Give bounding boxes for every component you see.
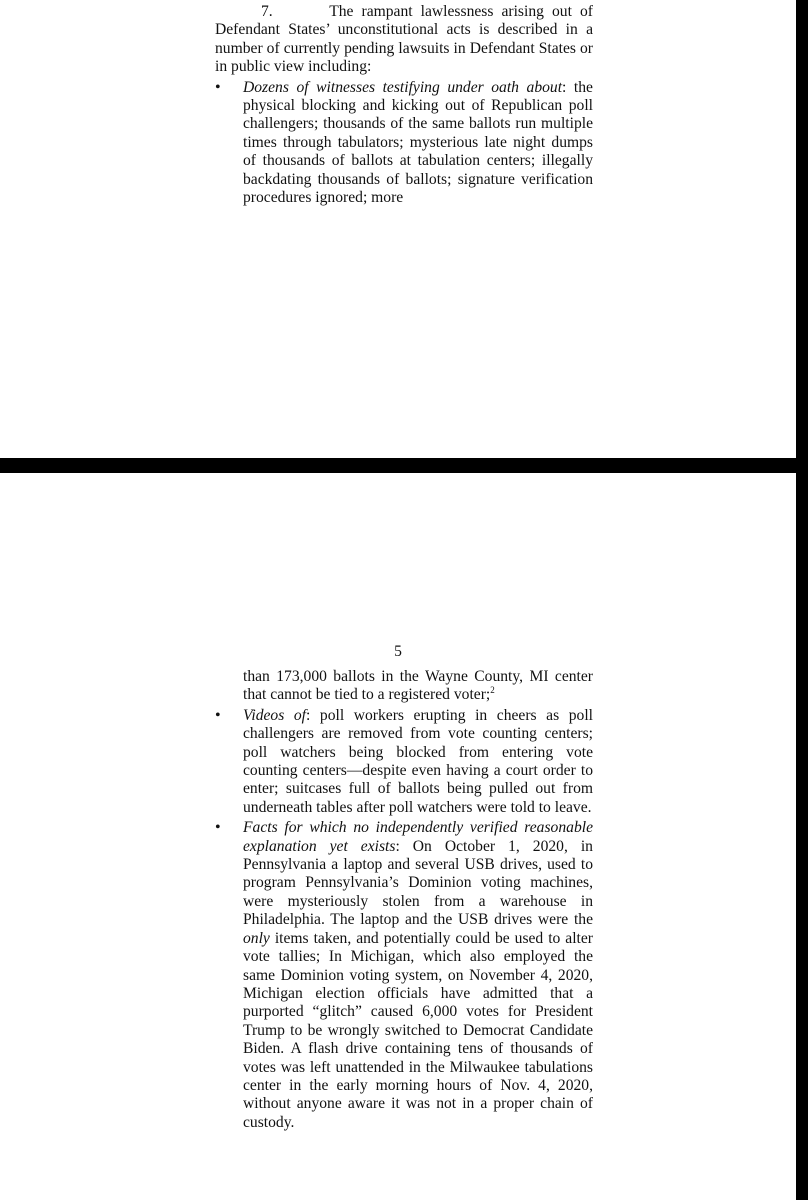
page-number: 5 — [394, 643, 402, 660]
paragraph-7 — [215, 3, 593, 77]
paragraph-number: 7. — [261, 3, 273, 20]
bullet-text — [243, 79, 593, 208]
bullet-lead: Dozens of witnesses testifying under oath about — [243, 78, 563, 96]
bullet-body: : poll workers erupting in cheers as poll challengers are removed from vote counting centers; poll watchers being blocked from entering vote counting centers—despite even having a court order to enter; suitcases full of ballots being pulled out from underneath tables after poll watchers were told to leave. — [243, 706, 594, 816]
paragraph-text: The rampant lawlessness arising out of Defendant States’ unconstitutional acts is described in a number of currently pending lawsuits in Defendant States or in public view including: — [215, 3, 593, 76]
bullet-lead: Videos of — [243, 706, 306, 724]
text-column-top — [215, 3, 593, 207]
emphasis-only: only — [243, 929, 270, 947]
bullet-symbol: • — [215, 819, 221, 837]
bullet-text — [243, 819, 593, 1132]
bullet-lead: Facts for which no independently verified reasonable explanation yet exists — [243, 819, 593, 855]
document-page-top — [0, 0, 796, 458]
document-page-bottom — [0, 473, 796, 1200]
bullet-symbol: • — [215, 78, 221, 96]
bullet-item-witnesses — [215, 79, 593, 208]
footnote-ref: 2 — [490, 685, 495, 696]
text-column-bottom — [215, 668, 593, 1132]
bullet-symbol: • — [215, 706, 221, 724]
bullet-body-part2: items taken, and potentially could be used to alter vote tallies; In Michigan, which also employed the same Dominion voting system, on November 4, 2020, Michigan election officials have admitted that a purported “glitch” caused 6,000 votes for President Trump to be wrongly switched to Democrat Candidate Biden. A flash drive containing tens of thousands of votes was left unattended in the Milwaukee tabulations center in the early morning hours of Nov. 4, 2020, without anyone aware it was not in a proper chain of custody. — [243, 929, 593, 1131]
bullet-body-part1: : On October 1, 2020, in Pennsylvania a laptop and several USB drives, used to program Pennsylvania’s Dominion voting machines, were mysteriously stolen from a warehouse in Philadelphia. The laptop and the USB drives were the — [243, 837, 593, 929]
bullet-item-facts — [215, 819, 593, 1132]
bullet-item-videos — [215, 707, 593, 817]
continuation-text — [215, 668, 593, 705]
continuation-body: than 173,000 ballots in the Wayne County, MI center that cannot be tied to a registered voter; — [243, 668, 593, 704]
bullet-body: : the physical blocking and kicking out of Republican poll challengers; thousands of the same ballots run multiple times through tabulators; mysterious late night dumps of thousands of ballots at tabulation centers; illegally backdating thousands of ballots; signature verification procedures ignored; more — [243, 78, 593, 207]
bullet-text — [243, 707, 593, 817]
